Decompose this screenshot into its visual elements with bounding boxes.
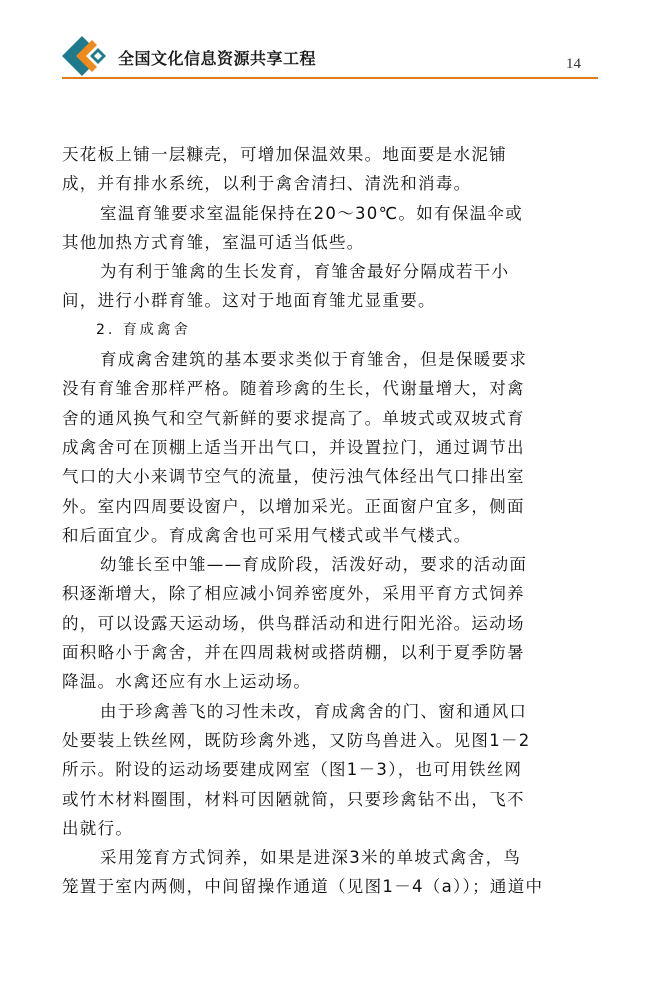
text-line: 所示。附设的运动场要建成网室（图1－3），也可用铁丝网 bbox=[62, 760, 523, 780]
text-line: 出就行。 bbox=[62, 818, 134, 838]
page-number: 14 bbox=[566, 56, 581, 72]
text-line: 成，并有排水系统，以利于禽舍清扫、清洗和消毒。 bbox=[62, 174, 472, 194]
header-rule bbox=[62, 77, 598, 79]
text-line: 间，进行小群育雏。这对于地面育雏尤显重要。 bbox=[62, 291, 436, 311]
text-line: 幼雏长至中雏——育成阶段，活泼好动，要求的活动面 bbox=[100, 555, 528, 575]
text-line: 降温。水禽还应有水上运动场。 bbox=[62, 672, 312, 692]
text-line: 室温育雏要求室温能保持在20～30℃。如有保温伞或 bbox=[100, 203, 524, 223]
body-text bbox=[62, 140, 600, 902]
page-header bbox=[0, 0, 646, 80]
text-line: 或竹木材料圈围，材料可因陋就简，只要珍禽钻不出，飞不 bbox=[62, 789, 525, 809]
text-line: 由于珍禽善飞的习性未改，育成禽舍的门、窗和通风口 bbox=[100, 701, 528, 721]
text-line: 笼置于室内两侧，中间留操作通道（见图1－4（a））；通道中 bbox=[62, 877, 544, 897]
text-line: 和后面宜少。育成禽舍也可采用气楼式或半气楼式。 bbox=[62, 525, 472, 545]
text-line: 外。室内四周要设窗户，以增加采光。正面窗户宜多，侧面 bbox=[62, 496, 525, 516]
section-heading: 2. 育成禽舍 bbox=[96, 321, 191, 338]
text-line: 没有育雏舍那样严格。随着珍禽的生长，代谢量增大，对禽 bbox=[62, 379, 525, 399]
header-title: 全国文化信息资源共享工程 bbox=[118, 49, 317, 68]
text-line: 为有利于雏禽的生长发育，育雏舍最好分隔成若干小 bbox=[100, 262, 510, 282]
text-line: 面积略小于禽舍，并在四周栽树或搭荫棚，以利于夏季防暑 bbox=[62, 643, 525, 663]
text-line: 舍的通风换气和空气新鲜的要求提高了。单坡式或双坡式育 bbox=[62, 408, 525, 428]
diamond-logo-icon bbox=[62, 36, 118, 76]
text-line: 成禽舍可在顶棚上适当开出气口，并设置拉门，通过调节出 bbox=[62, 437, 525, 457]
text-line: 积逐渐增大，除了相应减小饲养密度外，采用平育方式饲养 bbox=[62, 584, 525, 604]
text-line: 育成禽舍建筑的基本要求类似于育雏舍，但是保暖要求 bbox=[100, 350, 528, 370]
text-line: 的，可以设露天运动场，供鸟群活动和进行阳光浴。运动场 bbox=[62, 613, 525, 633]
text-line: 其他加热方式育雏，室温可适当低些。 bbox=[62, 232, 365, 252]
text-line: 采用笼育方式饲养，如果是进深3米的单坡式禽舍，鸟 bbox=[100, 848, 522, 868]
text-line: 天花板上铺一层糠壳，可增加保温效果。地面要是水泥铺 bbox=[62, 145, 507, 164]
text-line: 气口的大小来调节空气的流量，使污浊气体经出气口排出室 bbox=[62, 467, 525, 487]
text-line: 处要装上铁丝网，既防珍禽外逃，又防鸟兽进入。见图1－2 bbox=[62, 730, 531, 750]
